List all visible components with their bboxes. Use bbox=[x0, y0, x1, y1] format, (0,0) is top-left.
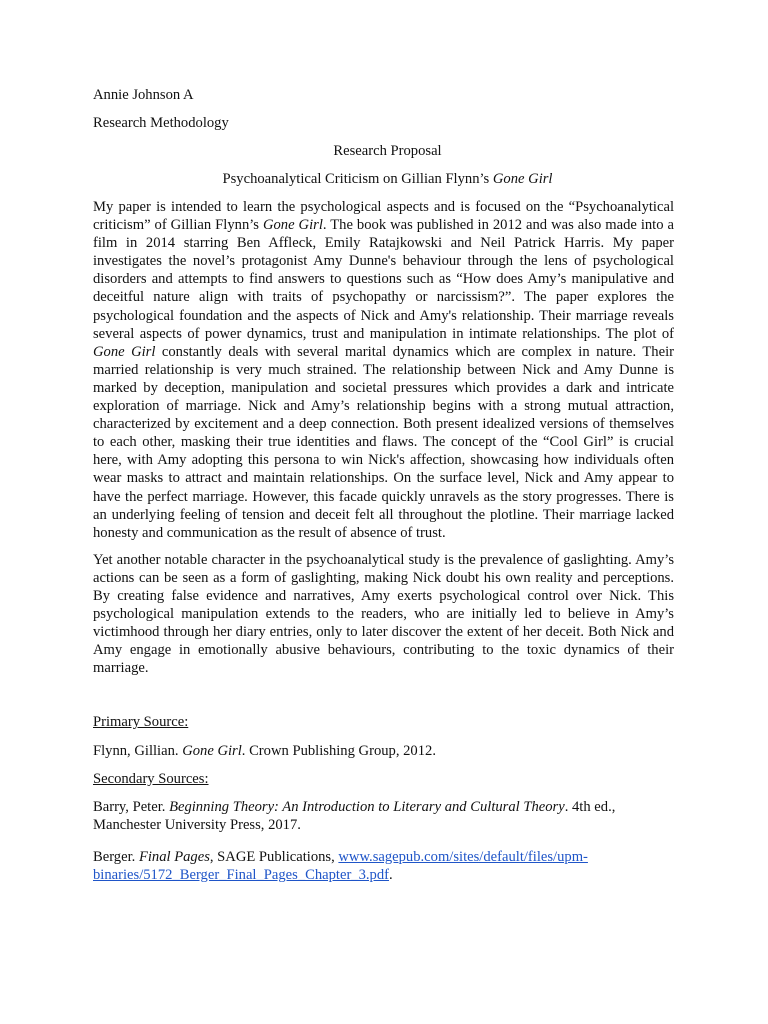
berger-url-link[interactable]: www.sagepub.com/sites/default/files/upm-binaries/5172_Berger_Final_Pages_Chapter_3.pdf bbox=[93, 848, 588, 883]
paragraph-1-italic-b: Gone Girl bbox=[93, 343, 156, 360]
author-name: Annie Johnson A bbox=[93, 87, 194, 103]
berger-end: . bbox=[389, 867, 393, 883]
paragraph-1-text-c: constantly deals with several marital dynamics which are complex in nature. Their married relationship is very much strained. The relationship between Nick and Amy Dunne is marked by deception, manipulation and societal pressures which provides a dark and intricate exploration of marriage. Nick and Amy’s relationship begins with a strong mutual attraction, characterized by excitement and a deep connection. Both present idealized versions of themselves to each other, masking their true identities and flaws. The concept of the “Cool Girl” is crucial here, with Amy adopting this persona to win Nick's affection, showcasing how individuals often wear masks to attract and maintain relationships. On the surface level, Nick and Amy appear to have the perfect marriage. However, this facade quickly unravels as the story progresses. There is an underlying feeling of tension and deceit felt all throughout the plotline. Their marriage lacked honesty and communication as the result of absence of trust. bbox=[93, 343, 674, 541]
barry-details: . 4th ed., Manchester University Press, 2017. bbox=[93, 798, 616, 833]
primary-source-details: . Crown Publishing Group, 2012. bbox=[241, 742, 436, 759]
primary-source-heading: Primary Source: bbox=[93, 714, 189, 731]
barry-work: Beginning Theory: An Introduction to Literary and Cultural Theory bbox=[169, 798, 565, 815]
berger-work: Final Pages bbox=[138, 848, 210, 865]
berger-publisher: , SAGE Publications, bbox=[209, 848, 339, 865]
paper-title bbox=[93, 170, 674, 188]
paragraph-1-italic-a: Gone Girl bbox=[262, 217, 323, 234]
paper-title-prefix: Psychoanalytical Criticism on Gillian Flynn’s bbox=[222, 171, 493, 187]
paragraph-1-text-b: . The book was published in 2012 and was also made into a film in 2014 starring Ben Affleck, Emily Ratajkowski and Neil Patrick Harris. My paper investigates the novel’s protagonist Amy Dunne's behaviour through the lens of psychological disorders and attempts to find answers to questions such as “How does Amy’s manipulative and deceitful nature align with traits of psychopathy or narcissism?”. The paper explores the psychological foundation and the aspects of Nick and Amy's relationship. Their marriage reveals several aspects of power dynamics, trust and manipulation in intimate relationships. The plot of bbox=[93, 217, 674, 342]
secondary-sources-heading: Secondary Sources: bbox=[93, 770, 209, 787]
body-paragraph-2: Yet another notable character in the psychoanalytical study is the prevalence of gaslighting. Amy’s actions can be seen as a form of gaslighting, making Nick doubt his own reality and perceptions. By creating false evidence and narratives, Amy exerts psychological control over Nick. This psychological manipulation extends to the readers, who are initially led to believe in Amy’s victimhood through her diary entries, only to later discover the extent of her deceit. Both Nick and Amy engage in emotionally abusive behaviours, contributing to the toxic dynamics of their marriage. bbox=[93, 551, 674, 677]
primary-source-entry bbox=[93, 742, 674, 760]
primary-source-work: Gone Girl bbox=[182, 742, 242, 759]
paper-title-work: Gone Girl bbox=[492, 171, 553, 187]
paragraph-1-text-a: My paper is intended to learn the psychological aspects and is focused on the “Psychoanalytical criticism” of Gillian Flynn’s bbox=[93, 199, 674, 234]
secondary-source-barry bbox=[93, 798, 674, 834]
course-name: Research Methodology bbox=[93, 115, 229, 131]
berger-author: Berger. bbox=[93, 848, 139, 865]
primary-source-author: Flynn, Gillian. bbox=[93, 742, 183, 759]
body-paragraph-1 bbox=[93, 198, 674, 542]
document-page bbox=[93, 86, 674, 894]
barry-author: Barry, Peter. bbox=[93, 798, 170, 815]
secondary-source-berger bbox=[93, 848, 674, 884]
proposal-label: Research Proposal bbox=[333, 143, 442, 159]
